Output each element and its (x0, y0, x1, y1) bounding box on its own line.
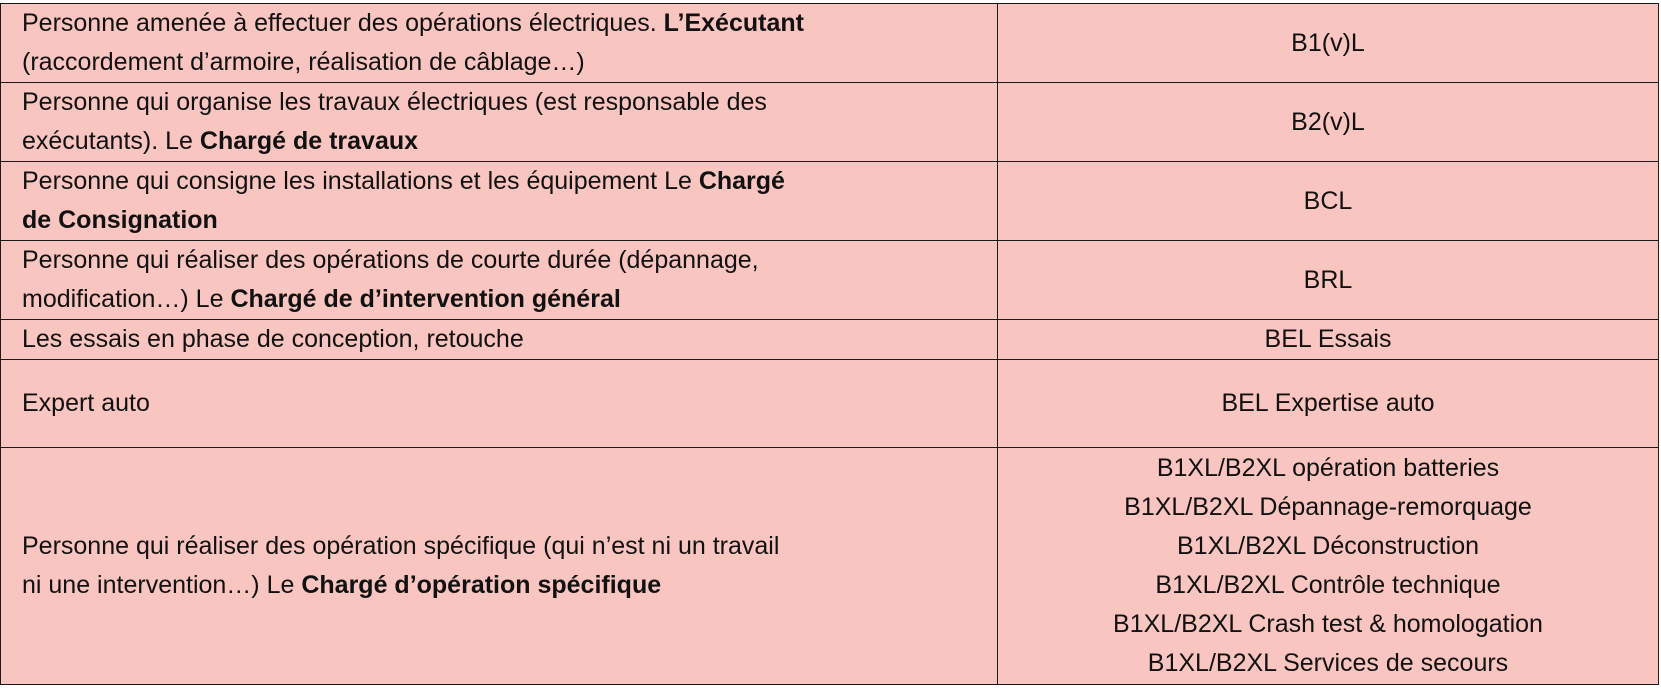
habilitation-table (0, 3, 1659, 685)
habilitation-level-cell (998, 320, 1659, 360)
description-line: Personne qui consigne les installations et les équipement Le Chargé (22, 167, 785, 195)
table-row (1, 83, 1659, 162)
habilitation-level-cell (998, 241, 1659, 320)
description-cell (1, 448, 998, 685)
habilitation-level: BEL Expertise auto (1221, 389, 1435, 417)
habilitation-level: B1XL/B2XL opération batteries (1156, 454, 1500, 482)
habilitation-level: B1XL/B2XL Déconstruction (1176, 532, 1480, 560)
description-cell (1, 162, 998, 241)
description-line: modification…) Le Chargé de d’intervention général (22, 285, 621, 313)
habilitation-level-cell (998, 360, 1659, 448)
description-line: Les essais en phase de conception, retouche (22, 325, 524, 353)
description-line: Expert auto (22, 389, 150, 417)
description-cell (1, 241, 998, 320)
table-row (1, 241, 1659, 320)
habilitation-level: B1XL/B2XL Crash test & homologation (1113, 610, 1543, 638)
habilitation-level-cell (998, 162, 1659, 241)
habilitation-level: B1XL/B2XL Dépannage-remorquage (1124, 493, 1532, 521)
description-cell (1, 83, 998, 162)
habilitation-level-cell (998, 4, 1659, 83)
description-line: ni une intervention…) Le Chargé d’opération spécifique (22, 571, 662, 599)
habilitation-level: BRL (1303, 265, 1353, 294)
description-line: de Consignation (22, 206, 218, 234)
table-row (1, 360, 1659, 448)
habilitation-level-cell (998, 448, 1659, 685)
habilitation-level: B1XL/B2XL Contrôle technique (1155, 571, 1501, 599)
description-line: exécutants). Le Chargé de travaux (22, 127, 419, 155)
table-row (1, 320, 1659, 360)
habilitation-level: BCL (1303, 186, 1353, 215)
habilitation-level: B2(v)L (1291, 107, 1365, 136)
description-line: Personne amenée à effectuer des opérations électriques. L’Exécutant (22, 9, 804, 37)
description-line: Personne qui réaliser des opération spécifique (qui n’est ni un travail (22, 532, 780, 560)
table-row (1, 4, 1659, 83)
description-cell (1, 360, 998, 448)
habilitation-level: BEL Essais (1264, 325, 1392, 353)
habilitation-level-cell (998, 83, 1659, 162)
description-line: Personne qui organise les travaux électriques (est responsable des (22, 88, 767, 116)
habilitation-level: B1XL/B2XL Services de secours (1147, 649, 1509, 677)
description-cell (1, 320, 998, 360)
description-line: (raccordement d’armoire, réalisation de câblage…) (22, 48, 585, 76)
table-row (1, 162, 1659, 241)
description-line: Personne qui réaliser des opérations de courte durée (dépannage, (22, 246, 759, 274)
table-row (1, 448, 1659, 685)
description-cell (1, 4, 998, 83)
habilitation-level: B1(v)L (1291, 28, 1365, 57)
